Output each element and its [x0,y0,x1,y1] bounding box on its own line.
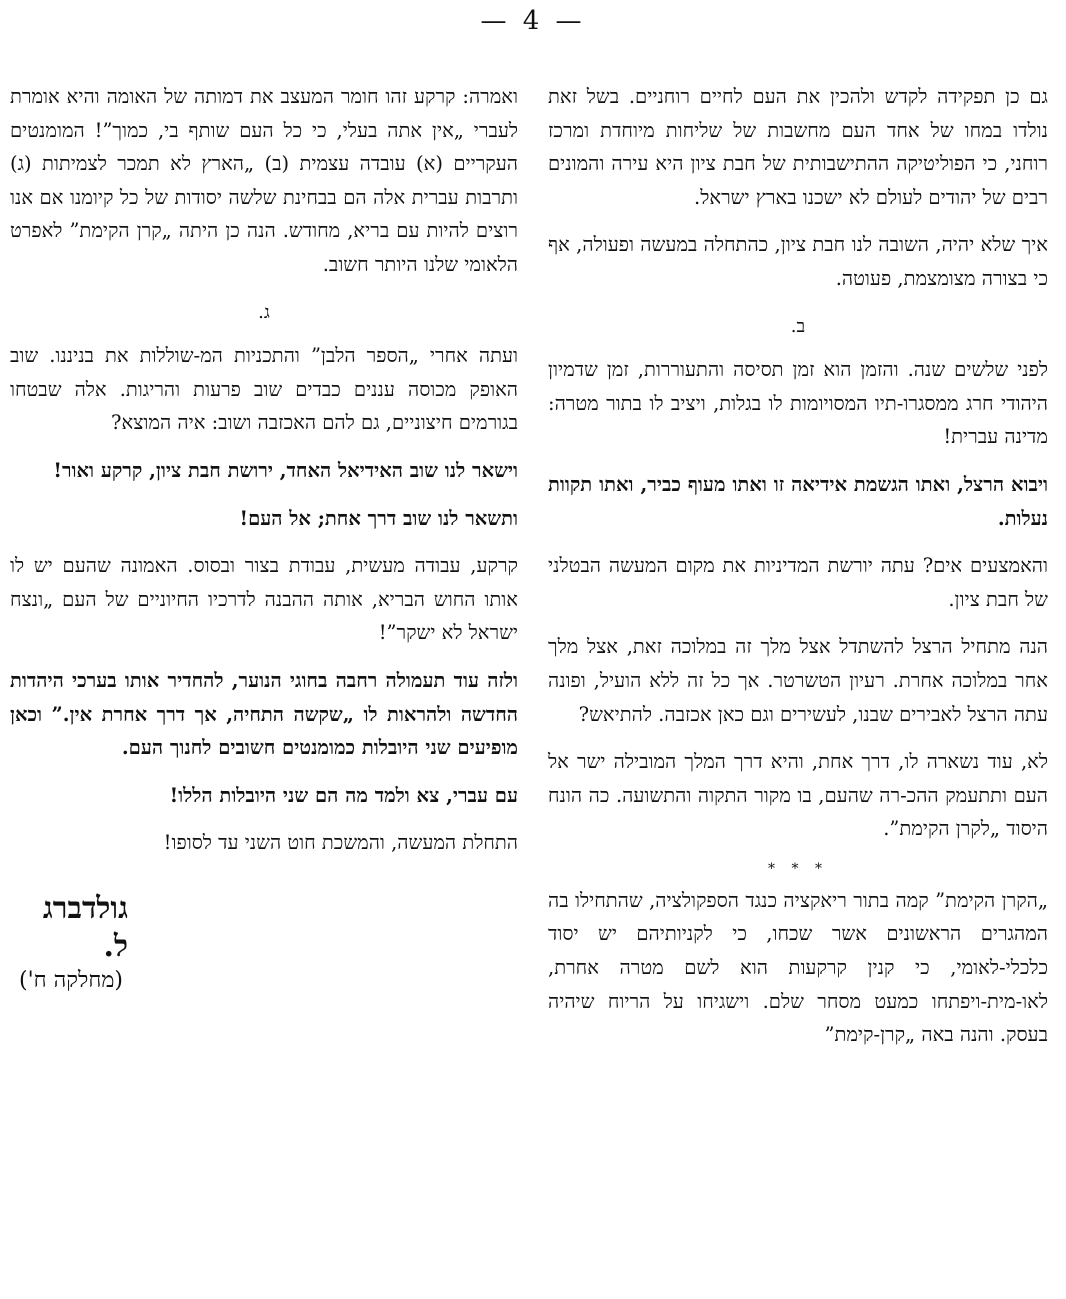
section-separator: * * * [768,860,828,877]
paragraph: איך שלא יהיה, השובה לנו חבת ציון, כהתחלה במעשה ופעולה, אף כי בצורה מצומצמת, פעוטה. [548,233,1048,290]
left-column [10,80,518,996]
paragraph: ואמרה: קרקע זהו חומר המעצב את דמותה של האומה והיא אומרת לעברי „אין אתה בעלי, כי כל העם שותף בי, כמוך”! המומנטים העקריים (א) עובדה עצמית (ב) „הארץ לא תמכר לצמיתות (ג) ותרבות עברית אלה הם בבחינת שלשה יסודות של כל קיומנו אם אנו רוצים להיות עם בריא, מחודש. הנה כן היתה „קרן הקימת” לאפרט הלאומי שלנו היותר חשוב. [10,85,518,276]
paragraph: ותשאר לנו שוב דרך אחת; אל העם! [239,506,518,530]
page-number: — 4 — [480,6,586,36]
paragraph: הנה מתחיל הרצל להשתדל אצל מלך זה במלוכה זאת, אצל מלך אחר במלוכה אחרת. רעיון הטשרטר. אך כל זה ללא הועיל, ופונה עתה הרצל לאבירים שבנו, לעשירים וגם כאן אכזבה. להתיאש? [548,635,1048,726]
paragraph: וישאר לנו שוב האידיאל האחד, ירושת חבת ציון, קרקע ואור! [53,458,518,482]
author-name: גולדברג ל. [42,890,128,964]
paragraph: לא, עוד נשארה לו, דרך אחת, והיא דרך המלך המובילה ישר אל העם ותתעמק ההכ-רה שהעם, בו מקור התקוה והתשועה. כה הונח היסוד „לקרן הקימת”. [548,750,1048,841]
section-heading: ג. [258,301,270,323]
paragraph: ועתה אחרי „הספר הלבן” והתכניות המ-שוללות את בניננו. שוב האופק מכוסה עננים כבדים שוב פרעות והריגות. אלה שבטחו בגורמים חיצוניים, גם להם האכזבה ושוב: איה המוצא? [10,344,518,435]
paragraph: ויבוא הרצל, ואתו הגשמת אידיאה זו ואתו מעוף כביר, ואתו תקוות נעלות. [548,472,1048,530]
paragraph: התחלת המעשה, והמשכת חוט השני עד לסופו! [163,831,518,855]
paragraph: עם עברי, צא ולמד מה הם שני היובלות הללו! [169,783,518,807]
paragraph: „הקרן הקימת” קמה בתור ריאקציה כנגד הספקולציה, שהתחילו בה המהגרים הראשונים אשר שכחו, כי לקניותיהם יש יסוד כלכלי-לאומי, כי קנין קרקעות הוא לשם מטרה אחרת, לאו-מית-ויפתחו כמעט מסחר שלם. וישגיחו על הריוח שיהיה בעסק. והנה באה „קרן-קימת” [548,888,1048,1047]
paragraph: והאמצעים אים? עתה יורשת המדיניות את מקום המעשה הבטלני של חבת ציון. [548,554,1048,611]
signature-block [10,890,518,996]
author-department: (מחלקה ח') [18,967,123,993]
section-heading: ב. [790,315,806,337]
paragraph: לפני שלשים שנה. והזמן הוא זמן תסיסה והתעוררות, זמן שדמיון היהודי חרג ממסגרו-תיו המסויומות לו בגלות, ויציב לו בתור מטרה: מדינה עברית! [548,358,1048,449]
paragraph: קרקע, עבודה מעשית, עבודת בצור ובסוס. האמונה שהעם יש לו אותו החוש הבריא, אותה ההבנה לדרכיו החיוניים של העם „ונצח ישראל לא ישקר”! [10,554,518,645]
right-column [548,80,1048,1066]
paragraph: גם כן תפקידה לקדש ולהכין את העם לחיים רוחניים. בשל זאת נולדו במחו של אחד העם מחשבות של שליחות מיוחדת ומרכז רוחני, כי הפוליטיקה ההתישבותית של חבת ציון היא עירה והמונים רבים של יהודים לעולם לא ישכנו בארץ ישראל. [548,85,1048,209]
paragraph: ולזה עוד תעמולה רחבה בחוגי הנוער, להחדיר אותו בערכי היהדות החדשה ולהראות לו „שקשה התחיה, אך דרך אחרת אין.” וכאן מופיעים שני היובלות כמומנטים חשובים לחנוך העם. [10,668,518,760]
